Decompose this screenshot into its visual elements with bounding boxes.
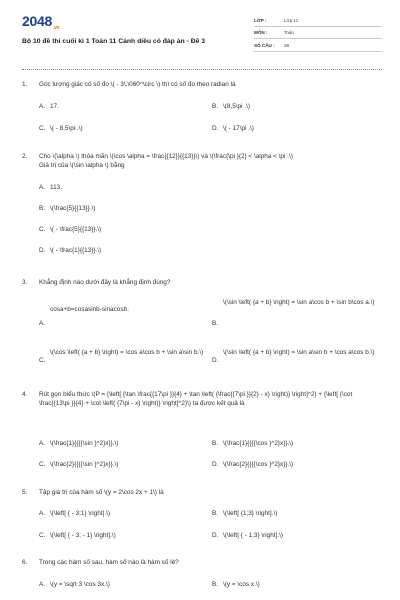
option-text: \(y = \cos x.\) <box>223 581 260 588</box>
question-3 <box>22 279 382 379</box>
option-text: \(\sin \left( {a + b} \right) = \sin a\cos b + \sin b\cos a.\) <box>223 299 375 306</box>
site-logo[interactable] <box>22 12 59 33</box>
question-1 <box>22 81 382 137</box>
option-d[interactable] <box>212 532 283 541</box>
option-letter: B. <box>212 320 219 328</box>
meta-label: LỚP : <box>254 17 267 23</box>
option-c[interactable] <box>39 532 116 541</box>
option-text: \(\left[ { - 1;3} \right].\) <box>223 532 284 539</box>
option-a[interactable] <box>39 184 62 193</box>
option-text: \(\left[ { - 3;1} \right].\) <box>50 510 111 517</box>
meta-value: Toán <box>284 30 294 36</box>
option-text: \( - 17\pi .\) <box>223 125 254 132</box>
option-a[interactable] <box>39 581 110 590</box>
header-divider <box>22 69 382 70</box>
option-d[interactable] <box>212 125 254 134</box>
option-text: 17. <box>50 103 59 110</box>
option-b[interactable] <box>212 510 277 519</box>
question-2 <box>22 153 382 258</box>
option-letter: A. <box>39 510 46 517</box>
option-text: \(\frac{2}{{{{\cos }^2}x}}.\) <box>223 461 294 468</box>
document-header <box>22 12 382 62</box>
question-text: Tập giá trị của hàm số \(y = 2\cos 2x + 1\) là <box>39 489 164 496</box>
question-6 <box>22 559 382 595</box>
option-letter: C. <box>39 532 46 539</box>
option-b[interactable] <box>212 103 250 112</box>
question-text: Trong các hàm số sau, hàm số nào là hàm số lẻ? <box>39 559 179 566</box>
meta-value: 38 <box>284 42 290 48</box>
question-4 <box>22 391 382 473</box>
exam-meta-table <box>254 14 382 52</box>
question-number: 6. <box>22 559 28 566</box>
option-text: \(\frac{2}{{{{\sin }^2}x}}.\) <box>50 461 119 468</box>
question-text: Góc lượng giác có số đo \( - 3\,\060^\circ \) thì có số đo theo radian là <box>39 81 236 88</box>
option-letter: A. <box>39 103 46 110</box>
option-text: \(\frac{5}{{13}}.\) <box>50 205 96 212</box>
option-a[interactable] <box>39 440 118 449</box>
option-text: \(\cos \left( {a + b} \right) = \cos a\cos b + \sin a\sin b.\) <box>50 349 204 356</box>
option-letter: D. <box>212 125 219 132</box>
option-a[interactable] <box>39 305 209 329</box>
option-d[interactable] <box>39 247 101 256</box>
option-b[interactable] <box>212 581 260 590</box>
option-text: \( - \frac{5}{{13}}.\) <box>50 226 102 233</box>
option-text: \(\left[ {1;3} \right].\) <box>223 510 278 517</box>
option-text: \(\frac{1}{{{{\cos }^2}x}}.\) <box>223 440 294 447</box>
option-b[interactable] <box>212 440 293 449</box>
option-a[interactable] <box>39 103 59 112</box>
option-text: \(\frac{1}{{{{\sin }^2}x}}.\) <box>50 440 119 447</box>
option-text: cosa+b=cosasinb-sinacosb. <box>50 306 129 313</box>
option-a[interactable] <box>39 510 110 519</box>
option-d[interactable] <box>212 349 382 373</box>
option-text: \(\sin \left( {a + b} \right) = \sin a\sin b + \cos a\cos b.\) <box>223 349 375 356</box>
option-text: 113. <box>50 184 62 191</box>
meta-value: Lớp 11 <box>284 17 299 23</box>
option-letter: B. <box>212 440 219 447</box>
option-letter: D. <box>212 357 219 364</box>
option-b[interactable] <box>39 205 95 214</box>
option-letter: B. <box>39 205 46 212</box>
option-c[interactable] <box>39 349 209 373</box>
option-letter: B. <box>212 581 219 588</box>
question-text-line2: Giá trị của \(\sin \alpha \) bằng <box>39 161 125 169</box>
meta-label: MÔN : <box>254 30 268 36</box>
option-letter: A. <box>39 440 46 447</box>
option-text: \(8,5\pi .\) <box>223 103 250 110</box>
option-letter: C. <box>39 226 46 233</box>
option-letter: A. <box>39 581 46 588</box>
option-letter: B. <box>212 510 219 517</box>
option-letter: A. <box>39 184 46 191</box>
option-letter: A. <box>39 320 46 328</box>
option-letter: B. <box>212 103 219 110</box>
option-text: \( - 8,5\pi .\) <box>50 125 83 132</box>
option-text: \(y = \sqrt 3 \cos 3x.\) <box>50 581 110 588</box>
option-letter: C. <box>39 357 46 364</box>
option-text: \( - \frac{1}{{13}}.\) <box>50 247 102 254</box>
logo-sub: .vn <box>52 24 60 31</box>
option-text: \(\left[ { - 3; - 1} \right].\) <box>50 532 116 539</box>
meta-label: SỐ CÂU : <box>254 42 275 48</box>
document-title: Bộ 10 đề thi cuối kì 1 Toán 11 Cánh diều có đáp án - Đề 3 <box>22 38 206 45</box>
question-number: 1. <box>22 81 28 88</box>
logo-main: 2048 <box>22 13 52 29</box>
meta-row-class <box>254 14 382 27</box>
option-d[interactable] <box>212 461 293 470</box>
option-letter: D. <box>212 532 219 539</box>
meta-row-count <box>254 39 382 52</box>
question-number: 2. <box>22 153 28 160</box>
option-c[interactable] <box>39 461 118 470</box>
option-b[interactable] <box>212 299 382 329</box>
option-letter: C. <box>39 461 46 468</box>
meta-row-subject <box>254 27 382 40</box>
question-number: 3. <box>22 279 28 286</box>
question-number: 5. <box>22 489 28 496</box>
option-c[interactable] <box>39 226 101 235</box>
question-text: Cho \(\alpha \) thỏa mãn \(\cos \alpha = \frac{{12}}{{13}}\) và \(\frac{\pi }{2} < \alpha < \pi .\) <box>39 153 293 160</box>
question-text: Rút gọn biểu thức \(P = {\left[ {\tan \frac{{17\pi }}{4} + \tan \left( {\frac{{7\pi }}{2} - x} \right)} \right]^2} + {\left[ {\cot \frac{{13\pi }}{4} + \cot \left( {7\pi - x} \right)} \right]^2}\) ta được kết quả là <box>39 391 353 407</box>
question-5 <box>22 489 382 544</box>
option-letter: C. <box>39 125 46 132</box>
question-text: Khẳng định nào dưới đây là khẳng định đúng? <box>39 279 171 286</box>
option-c[interactable] <box>39 125 83 134</box>
option-letter: D. <box>39 247 46 254</box>
option-letter: D. <box>212 461 219 468</box>
question-number: 4. <box>22 391 28 398</box>
